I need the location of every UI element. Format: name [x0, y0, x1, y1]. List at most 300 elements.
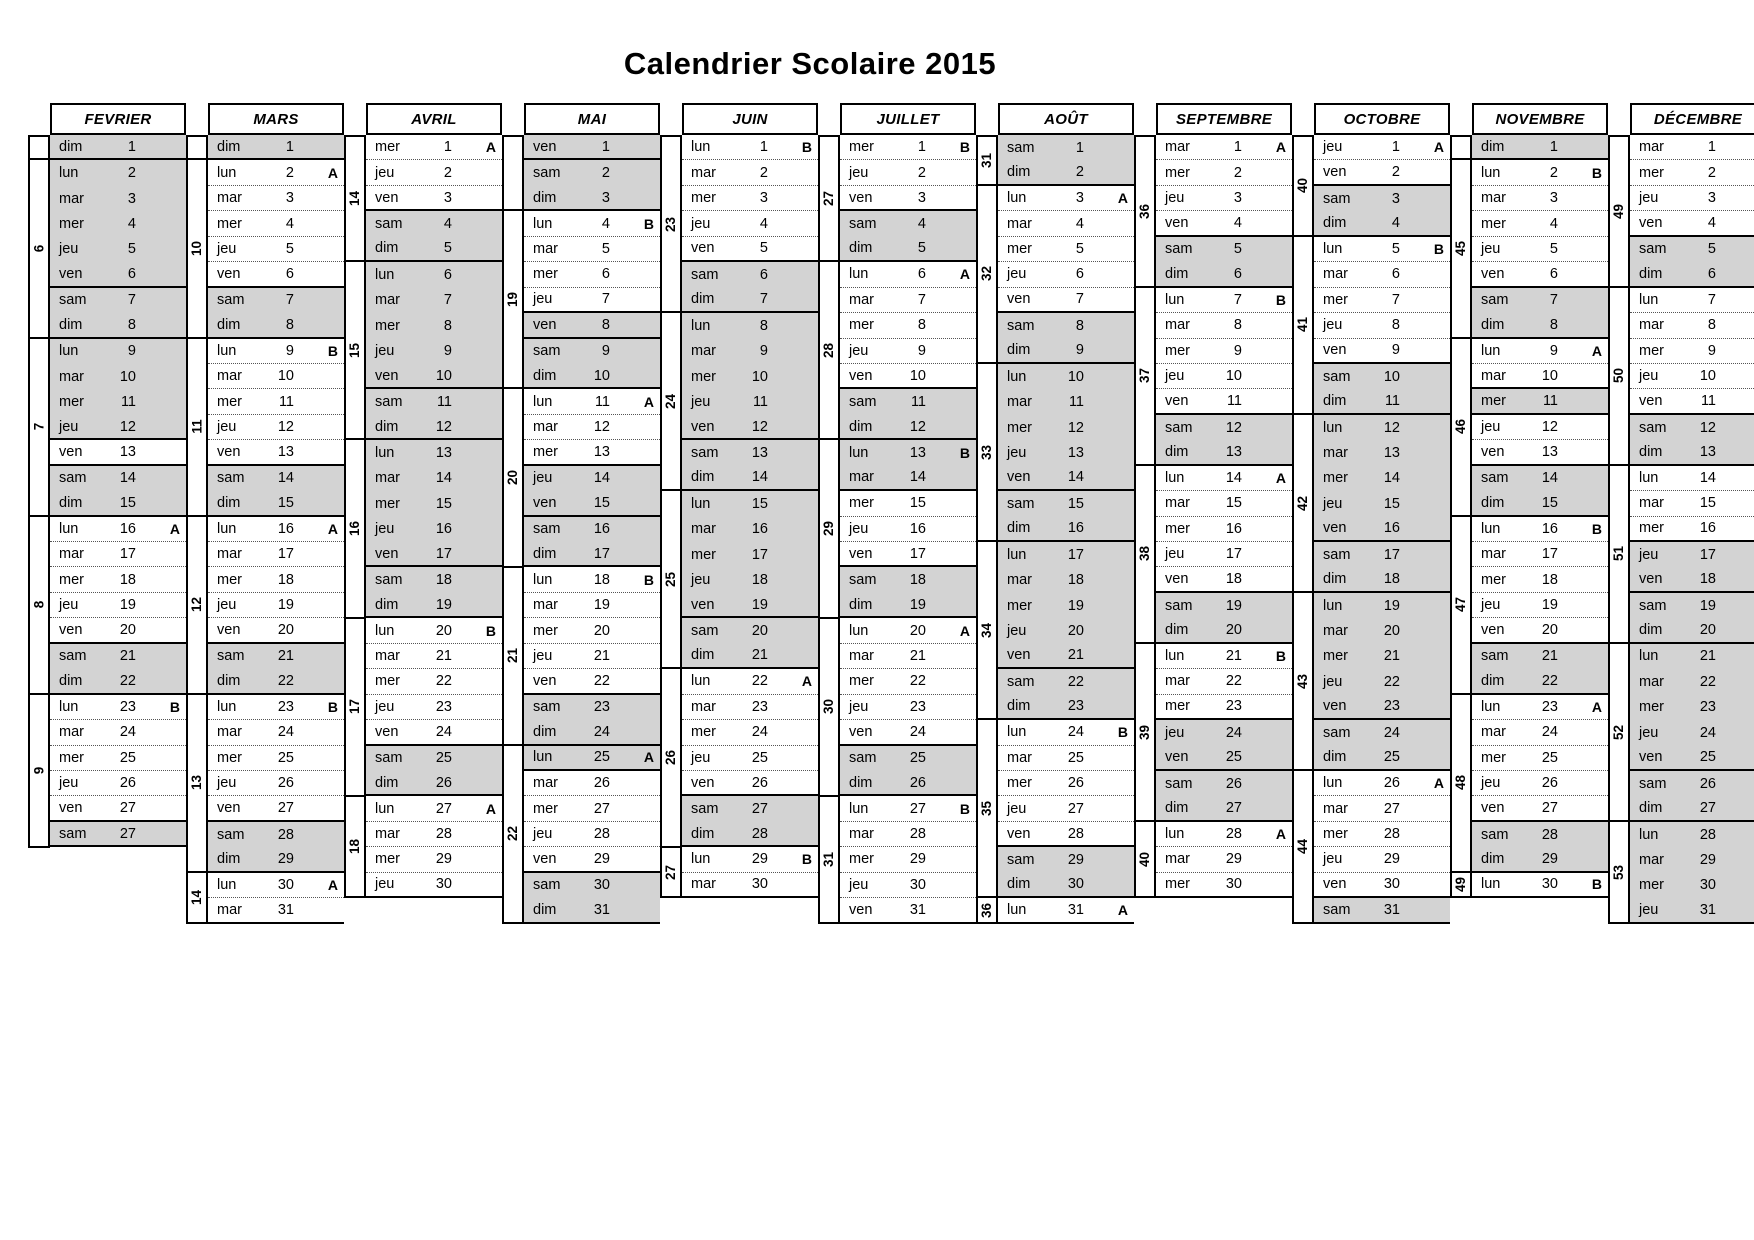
day-cell — [1156, 771, 1292, 796]
day-cell — [366, 644, 502, 669]
month-days — [1472, 135, 1608, 898]
week-number-cell — [818, 797, 840, 924]
day-number: 21 — [277, 648, 294, 665]
day-number: 24 — [1699, 724, 1716, 741]
day-name: jeu — [533, 647, 553, 664]
day-number: 19 — [435, 596, 452, 613]
day-number: 10 — [435, 367, 452, 384]
day-cell — [682, 669, 818, 694]
day-number: 20 — [1067, 623, 1084, 640]
day-number: 24 — [1383, 724, 1400, 741]
day-cell — [682, 262, 818, 287]
day-cell — [1314, 186, 1450, 211]
day-name: lun — [375, 444, 395, 461]
day-cell — [1630, 339, 1754, 364]
week-number-cell — [1608, 466, 1630, 644]
day-name: jeu — [375, 521, 395, 538]
day-name: ven — [691, 774, 715, 791]
day-number: 2 — [127, 165, 136, 182]
day-cell — [1630, 466, 1754, 491]
day-cell — [208, 186, 344, 211]
day-cell — [1314, 720, 1450, 745]
week-number: 7 — [31, 422, 47, 431]
month-days — [840, 135, 976, 924]
day-number: 4 — [759, 215, 768, 232]
week-number: 29 — [821, 520, 837, 536]
day-number: 18 — [119, 571, 136, 588]
day-name: jeu — [849, 876, 869, 893]
day-name: dim — [59, 316, 83, 333]
day-name: mar — [217, 901, 242, 918]
day-number: 9 — [285, 342, 294, 359]
week-number-strip — [1608, 135, 1630, 924]
month-body — [1292, 135, 1450, 924]
day-cell — [682, 542, 818, 567]
week-number: 53 — [1611, 864, 1627, 880]
day-name: mer — [1165, 520, 1190, 537]
day-cell — [840, 720, 976, 745]
day-name: lun — [1481, 342, 1501, 359]
week-number: 42 — [1295, 495, 1311, 511]
day-number: 26 — [751, 774, 768, 791]
week-number-cell — [344, 619, 366, 797]
month-header: JUILLET — [840, 103, 976, 135]
day-cell — [524, 313, 660, 338]
week-number-cell — [344, 440, 366, 618]
day-number: 17 — [277, 546, 294, 563]
day-cell — [682, 491, 818, 516]
day-number: 26 — [1067, 775, 1084, 792]
day-name: lun — [217, 342, 237, 359]
day-name: lun — [691, 851, 711, 868]
day-number: 23 — [435, 698, 452, 715]
day-number: 5 — [1233, 241, 1242, 258]
day-name: mar — [849, 826, 874, 843]
day-cell — [1630, 720, 1754, 745]
day-cell — [840, 669, 976, 694]
day-cell — [998, 415, 1134, 440]
day-cell — [840, 313, 976, 338]
day-number: 1 — [127, 138, 136, 155]
day-number: 8 — [443, 317, 452, 334]
month-header: AVRIL — [366, 103, 502, 135]
week-number: 21 — [505, 648, 521, 664]
day-name: jeu — [1007, 800, 1027, 817]
day-name: jeu — [1639, 190, 1659, 207]
day-number: 18 — [277, 571, 294, 588]
day-cell — [1156, 873, 1292, 898]
day-cell — [840, 237, 976, 262]
day-cell — [1472, 135, 1608, 160]
day-cell — [682, 211, 818, 236]
week-number-cell — [1292, 593, 1314, 771]
day-name: mer — [375, 317, 400, 334]
day-name: mar — [533, 419, 558, 436]
day-number: 7 — [127, 292, 136, 309]
day-number: 31 — [593, 901, 610, 918]
day-cell — [998, 669, 1134, 694]
day-number: 24 — [751, 724, 768, 741]
day-cell — [1156, 288, 1292, 313]
day-name: dim — [217, 672, 241, 689]
day-name: dim — [691, 647, 715, 664]
day-cell — [50, 389, 186, 414]
day-name: mar — [1639, 495, 1664, 512]
day-cell — [1156, 695, 1292, 720]
day-number: 25 — [1067, 749, 1084, 766]
day-cell — [1472, 669, 1608, 694]
week-number-cell — [818, 262, 840, 440]
day-name: ven — [217, 265, 241, 282]
day-number: 18 — [1541, 571, 1558, 588]
day-name: jeu — [375, 343, 395, 360]
day-name: jeu — [1323, 851, 1343, 868]
day-number: 23 — [593, 699, 610, 716]
day-cell — [524, 796, 660, 821]
day-number: 8 — [127, 316, 136, 333]
day-cell — [682, 695, 818, 720]
week-letter: B — [959, 444, 970, 461]
day-name: dim — [375, 596, 399, 613]
day-cell — [524, 237, 660, 262]
day-number: 23 — [751, 698, 768, 715]
day-cell — [998, 186, 1134, 211]
day-cell — [682, 237, 818, 262]
month-column — [1292, 103, 1450, 924]
day-name: dim — [217, 850, 241, 867]
day-name: sam — [533, 165, 561, 182]
day-name: dim — [59, 494, 83, 511]
day-name: ven — [691, 418, 715, 435]
day-number: 7 — [443, 292, 452, 309]
day-cell — [366, 771, 502, 796]
day-cell — [682, 364, 818, 389]
week-number-strip — [1134, 135, 1156, 898]
day-name: jeu — [691, 572, 711, 589]
week-number: 33 — [979, 444, 995, 460]
day-cell — [998, 466, 1134, 491]
day-number: 6 — [1233, 265, 1242, 282]
day-name: lun — [849, 444, 869, 461]
day-cell — [524, 517, 660, 542]
week-number: 43 — [1295, 673, 1311, 689]
week-number: 28 — [821, 342, 837, 358]
week-number: 40 — [1295, 178, 1311, 194]
week-number: 36 — [1137, 203, 1153, 219]
week-number-cell — [186, 695, 208, 873]
day-name: mar — [1639, 851, 1664, 868]
day-name: ven — [849, 545, 873, 562]
day-name: ven — [1007, 647, 1031, 664]
day-cell — [524, 618, 660, 643]
day-number: 13 — [1541, 443, 1558, 460]
day-cell — [840, 364, 976, 389]
day-cell — [366, 796, 502, 821]
day-number: 9 — [1549, 342, 1558, 359]
day-cell — [1630, 262, 1754, 287]
day-name: lun — [59, 165, 79, 182]
day-number: 7 — [1233, 291, 1242, 308]
day-cell — [366, 873, 502, 898]
day-cell — [840, 440, 976, 465]
month-body — [28, 135, 186, 848]
month-header: SEPTEMBRE — [1156, 103, 1292, 135]
day-cell — [1630, 695, 1754, 720]
day-number: 21 — [751, 647, 768, 664]
day-cell — [840, 415, 976, 440]
month-body — [502, 135, 660, 924]
day-name: jeu — [1323, 495, 1343, 512]
day-number: 16 — [1383, 520, 1400, 537]
day-number: 24 — [119, 724, 136, 741]
day-number: 2 — [601, 165, 610, 182]
week-letter: B — [1591, 876, 1602, 893]
day-number: 7 — [759, 291, 768, 308]
day-number: 20 — [909, 622, 926, 639]
day-cell — [366, 517, 502, 542]
day-number: 3 — [443, 189, 452, 206]
day-cell — [682, 517, 818, 542]
day-name: ven — [1323, 520, 1347, 537]
day-name: mar — [849, 291, 874, 308]
day-number: 22 — [1225, 673, 1242, 690]
day-name: sam — [59, 648, 87, 665]
day-number: 21 — [119, 648, 136, 665]
day-cell — [682, 160, 818, 185]
day-cell — [208, 695, 344, 720]
day-number: 23 — [1067, 698, 1084, 715]
day-cell — [1630, 669, 1754, 694]
month-days — [1156, 135, 1292, 898]
day-number: 4 — [127, 216, 136, 233]
day-cell — [1156, 746, 1292, 771]
month-header: AOÛT — [998, 103, 1134, 135]
day-name: mar — [533, 775, 558, 792]
day-name: jeu — [1007, 623, 1027, 640]
day-cell — [840, 135, 976, 160]
day-name: ven — [533, 138, 557, 155]
day-number: 20 — [435, 622, 452, 639]
day-number: 28 — [1383, 826, 1400, 843]
week-letter: A — [1117, 190, 1128, 207]
day-number: 12 — [1383, 419, 1400, 436]
day-cell — [998, 389, 1134, 414]
day-cell — [208, 517, 344, 542]
day-cell — [1630, 389, 1754, 414]
day-name: dim — [1165, 443, 1189, 460]
day-cell — [50, 339, 186, 364]
day-name: dim — [1481, 850, 1505, 867]
day-name: mer — [1165, 698, 1190, 715]
week-letter: A — [959, 266, 970, 283]
day-cell — [524, 695, 660, 720]
day-name: ven — [59, 800, 83, 817]
month-body — [186, 135, 344, 924]
day-number: 22 — [435, 673, 452, 690]
day-cell — [524, 262, 660, 287]
day-cell — [208, 415, 344, 440]
day-number: 9 — [1707, 342, 1716, 359]
day-number: 1 — [759, 139, 768, 156]
day-number: 16 — [1699, 520, 1716, 537]
day-cell — [208, 389, 344, 414]
day-number: 2 — [443, 164, 452, 181]
week-number: 15 — [347, 342, 363, 358]
week-number: 44 — [1295, 839, 1311, 855]
week-number-cell — [1292, 771, 1314, 924]
day-cell — [366, 720, 502, 745]
day-name: ven — [1323, 164, 1347, 181]
day-number: 27 — [1067, 800, 1084, 817]
day-name: ven — [1639, 571, 1663, 588]
day-number: 16 — [751, 521, 768, 538]
day-number: 23 — [1541, 698, 1558, 715]
day-cell — [208, 822, 344, 847]
day-number: 26 — [1225, 775, 1242, 792]
day-cell — [998, 517, 1134, 542]
day-cell — [1314, 313, 1450, 338]
day-name: sam — [1323, 724, 1351, 741]
day-cell — [682, 313, 818, 338]
day-cell — [840, 644, 976, 669]
day-name: jeu — [217, 240, 237, 257]
day-cell — [208, 135, 344, 160]
day-number: 31 — [1067, 901, 1084, 918]
day-cell — [366, 262, 502, 287]
week-letter: A — [485, 139, 496, 156]
day-name: sam — [1165, 419, 1193, 436]
day-number: 27 — [1699, 800, 1716, 817]
day-number: 29 — [909, 851, 926, 868]
day-name: dim — [1323, 393, 1347, 410]
day-cell — [1314, 822, 1450, 847]
day-cell — [682, 771, 818, 796]
day-cell — [998, 771, 1134, 796]
day-cell — [682, 339, 818, 364]
day-number: 25 — [909, 750, 926, 767]
day-name: sam — [1481, 292, 1509, 309]
day-number: 10 — [1699, 368, 1716, 385]
day-cell — [840, 211, 976, 236]
day-number: 4 — [285, 215, 294, 232]
day-name: mer — [1323, 648, 1348, 665]
day-number: 13 — [1225, 443, 1242, 460]
day-cell — [1156, 440, 1292, 465]
day-cell — [366, 389, 502, 414]
day-name: dim — [849, 418, 873, 435]
day-name: dim — [217, 494, 241, 511]
week-number: 26 — [663, 749, 679, 765]
day-number: 8 — [601, 316, 610, 333]
day-name: mar — [849, 647, 874, 664]
page-title: Calendrier Scolaire 2015 — [623, 46, 997, 81]
day-cell — [998, 847, 1134, 872]
week-number: 49 — [1611, 203, 1627, 219]
week-letter: B — [801, 139, 812, 156]
day-name: ven — [849, 189, 873, 206]
day-number: 18 — [1225, 571, 1242, 588]
day-number: 13 — [1383, 444, 1400, 461]
day-number: 29 — [277, 850, 294, 867]
day-number: 28 — [909, 826, 926, 843]
day-name: ven — [59, 443, 83, 460]
day-name: jeu — [1481, 775, 1501, 792]
day-name: jeu — [375, 164, 395, 181]
month-days — [50, 135, 186, 848]
day-number: 26 — [1541, 775, 1558, 792]
day-cell — [1156, 160, 1292, 185]
day-number: 13 — [593, 443, 610, 460]
week-number-cell — [344, 135, 366, 262]
week-number-cell-empty — [28, 135, 50, 160]
week-number: 27 — [663, 864, 679, 880]
day-name: mar — [1007, 394, 1032, 411]
day-cell — [524, 288, 660, 313]
day-name: mer — [849, 495, 874, 512]
day-name: mar — [533, 597, 558, 614]
day-name: mar — [1481, 546, 1506, 563]
week-number-cell — [186, 160, 208, 338]
day-name: sam — [217, 470, 245, 487]
day-cell — [840, 873, 976, 898]
day-cell — [50, 593, 186, 618]
day-name: jeu — [1007, 444, 1027, 461]
day-cell — [1472, 873, 1608, 898]
day-cell — [366, 567, 502, 592]
day-name: sam — [1165, 597, 1193, 614]
day-cell — [1630, 237, 1754, 262]
day-number: 6 — [285, 265, 294, 282]
day-number: 12 — [1067, 419, 1084, 436]
day-number: 2 — [917, 164, 926, 181]
day-number: 30 — [1699, 877, 1716, 894]
week-number-cell — [186, 873, 208, 924]
day-number: 24 — [593, 723, 610, 740]
day-cell — [1314, 262, 1450, 287]
day-cell — [524, 644, 660, 669]
day-cell — [1156, 415, 1292, 440]
week-number: 6 — [31, 244, 47, 253]
day-name: lun — [1639, 648, 1659, 665]
day-number: 15 — [909, 495, 926, 512]
day-cell — [524, 669, 660, 694]
day-cell — [1472, 211, 1608, 236]
day-number: 22 — [593, 672, 610, 689]
day-cell — [682, 822, 818, 847]
week-number: 50 — [1611, 368, 1627, 384]
day-number: 8 — [285, 316, 294, 333]
day-name: sam — [217, 292, 245, 309]
day-name: dim — [1639, 265, 1663, 282]
day-name: dim — [849, 596, 873, 613]
day-number: 26 — [593, 775, 610, 792]
day-cell — [682, 415, 818, 440]
week-letter: B — [327, 342, 338, 359]
day-cell — [1472, 262, 1608, 287]
day-number: 15 — [277, 494, 294, 511]
day-cell — [50, 644, 186, 669]
week-number-cell — [818, 619, 840, 797]
day-number: 10 — [277, 368, 294, 385]
day-name: dim — [1481, 494, 1505, 511]
day-number: 5 — [1707, 241, 1716, 258]
day-cell — [998, 542, 1134, 567]
day-cell — [1314, 160, 1450, 185]
day-cell — [1630, 211, 1754, 236]
week-letter: B — [959, 139, 970, 156]
day-name: sam — [1481, 648, 1509, 665]
month-header: OCTOBRE — [1314, 103, 1450, 135]
